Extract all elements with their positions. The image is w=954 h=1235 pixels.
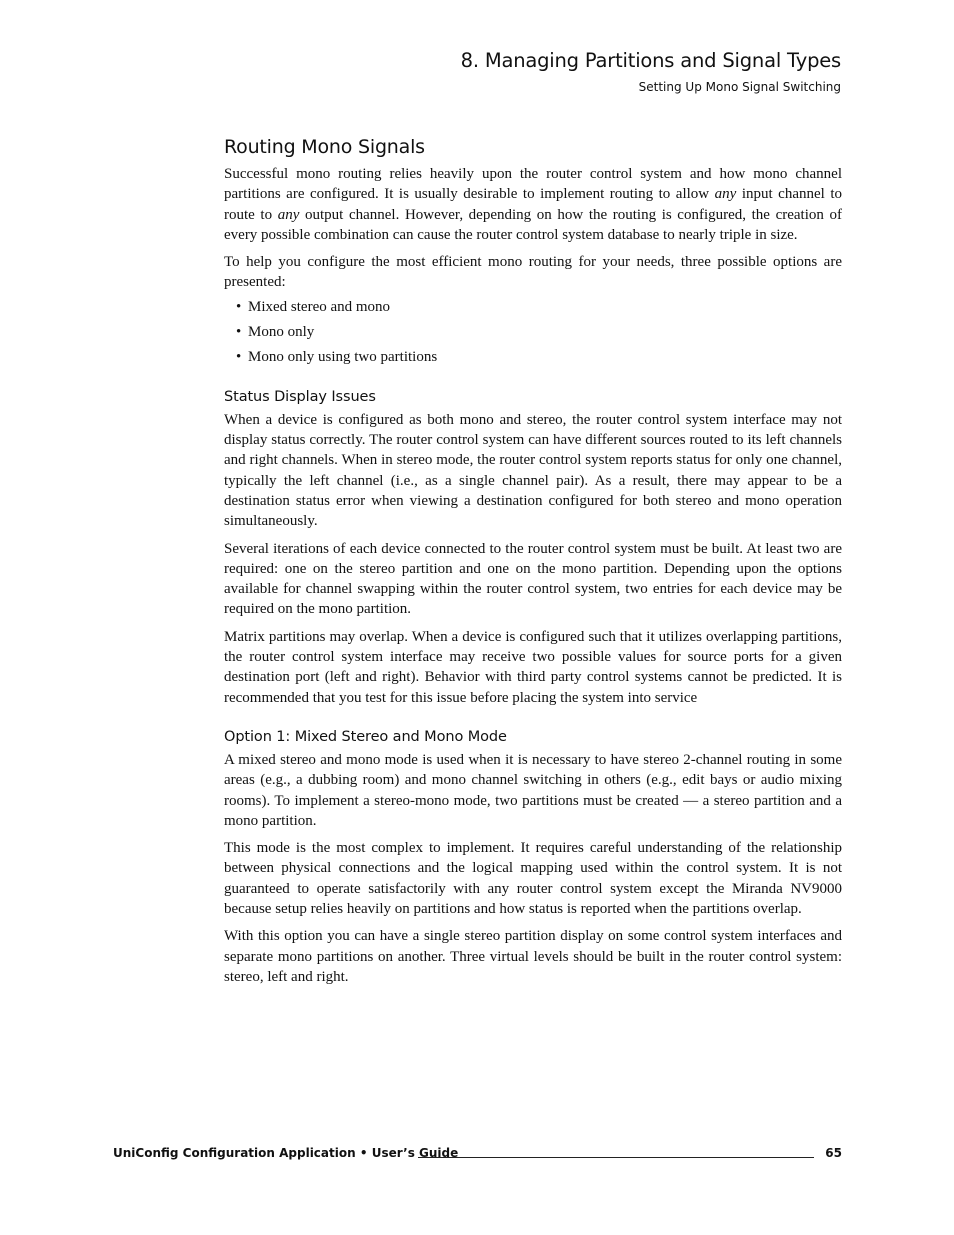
routing-paragraph-1 [224, 164, 842, 245]
footer-guide: User’s Guide [371, 1146, 459, 1160]
status-paragraph-2: Several iterations of each device connected to the router control system must be built. At least two are required: one on the stereo partition and one on the mono partition. Depending upon the options available for channel swapping within the router control system, two entries for each device may be required on the mono partition. [224, 540, 842, 618]
footer-rule [418, 1157, 814, 1158]
option1-paragraph-3: With this option you can have a single stereo partition display on some control system interfaces and separate mono partitions on another. Three virtual levels should be built in the router control system: stereo, left and right. [224, 928, 842, 985]
status-paragraph-1: When a device is configured as both mono and stereo, the router control system interface may not display status correctly. The router control system can have different sources routed to its left channels and right channels. When in stereo mode, the router control system reports status for only one channel, typically the left channel (i.e., as a single channel pair). As a result, there may appear to be a destination status error when viewing a destination configured for both stereo and mono operation simultaneously. [224, 411, 842, 530]
heading-routing-mono-signals: Routing Mono Signals [224, 136, 425, 158]
heading-option-1: Option 1: Mixed Stereo and Mono Mode [224, 728, 507, 745]
list-item [224, 320, 842, 345]
heading-status-display-issues: Status Display Issues [224, 388, 376, 405]
routing-paragraph-2: To help you configure the most efficient mono routing for your needs, three possible options are presented: [224, 254, 842, 291]
routing-p1-text-c: output channel. However, depending on how the routing is configured, the creation of every possible combination can cause the router control system database to nearly triple in size. [224, 206, 842, 243]
routing-p1-emphasis-2: any [277, 206, 300, 223]
bullet-glyph: • [236, 298, 242, 315]
routing-p1-text-a: Successful mono routing relies heavily upon the router control system and how mono channel partitions are configured. It is usually desirable to implement routing to allow [224, 166, 842, 203]
footer-title [113, 1146, 458, 1160]
chapter-title: 8. Managing Partitions and Signal Types [460, 49, 841, 72]
bullet-glyph: • [236, 323, 242, 340]
footer-product: UniConfig Configuration Application [113, 1146, 356, 1160]
bullet-glyph: • [236, 348, 242, 365]
list-item [224, 295, 842, 320]
main-content [224, 134, 842, 987]
option1-paragraph-1: A mixed stereo and mono mode is used when it is necessary to have stereo 2-channel routing in some areas (e.g., a dubbing room) and mono channel switching in others (e.g., edit bays or audio mixing rooms). To implement a stereo-mono mode, two partitions must be created — a stereo partition and a mono partition. [224, 751, 842, 829]
status-paragraph-3: Matrix partitions may overlap. When a device is configured such that it utilizes overlapping partitions, the router control system interface may receive two possible values for source ports for a given destination port (left and right). Behavior with third party control systems cannot be predicted. It is recommended that you test for this issue before placing the system into service [224, 628, 842, 706]
footer-separator: • [359, 1146, 368, 1160]
list-item-label: Mono only [248, 323, 315, 340]
option1-paragraph-2: This mode is the most complex to implement. It requires careful understanding of the relationship between physical connections and the logical mapping used within the control system. It is not guaranteed to operate satisfactorily with any router control system except the Miranda NV9000 because setup relies heavily on partitions and how status is reported when the partitions overlap. [224, 840, 842, 918]
options-list [224, 295, 842, 370]
page-number: 65 [825, 1146, 842, 1160]
list-item [224, 345, 842, 370]
routing-p1-emphasis-1: any [714, 186, 737, 203]
page-footer [113, 1146, 842, 1164]
routing-p1-text-b: input channel to route to [224, 186, 842, 223]
list-item-label: Mixed stereo and mono [248, 298, 391, 315]
section-subtitle: Setting Up Mono Signal Switching [638, 80, 841, 94]
list-item-label: Mono only using two partitions [248, 348, 438, 365]
